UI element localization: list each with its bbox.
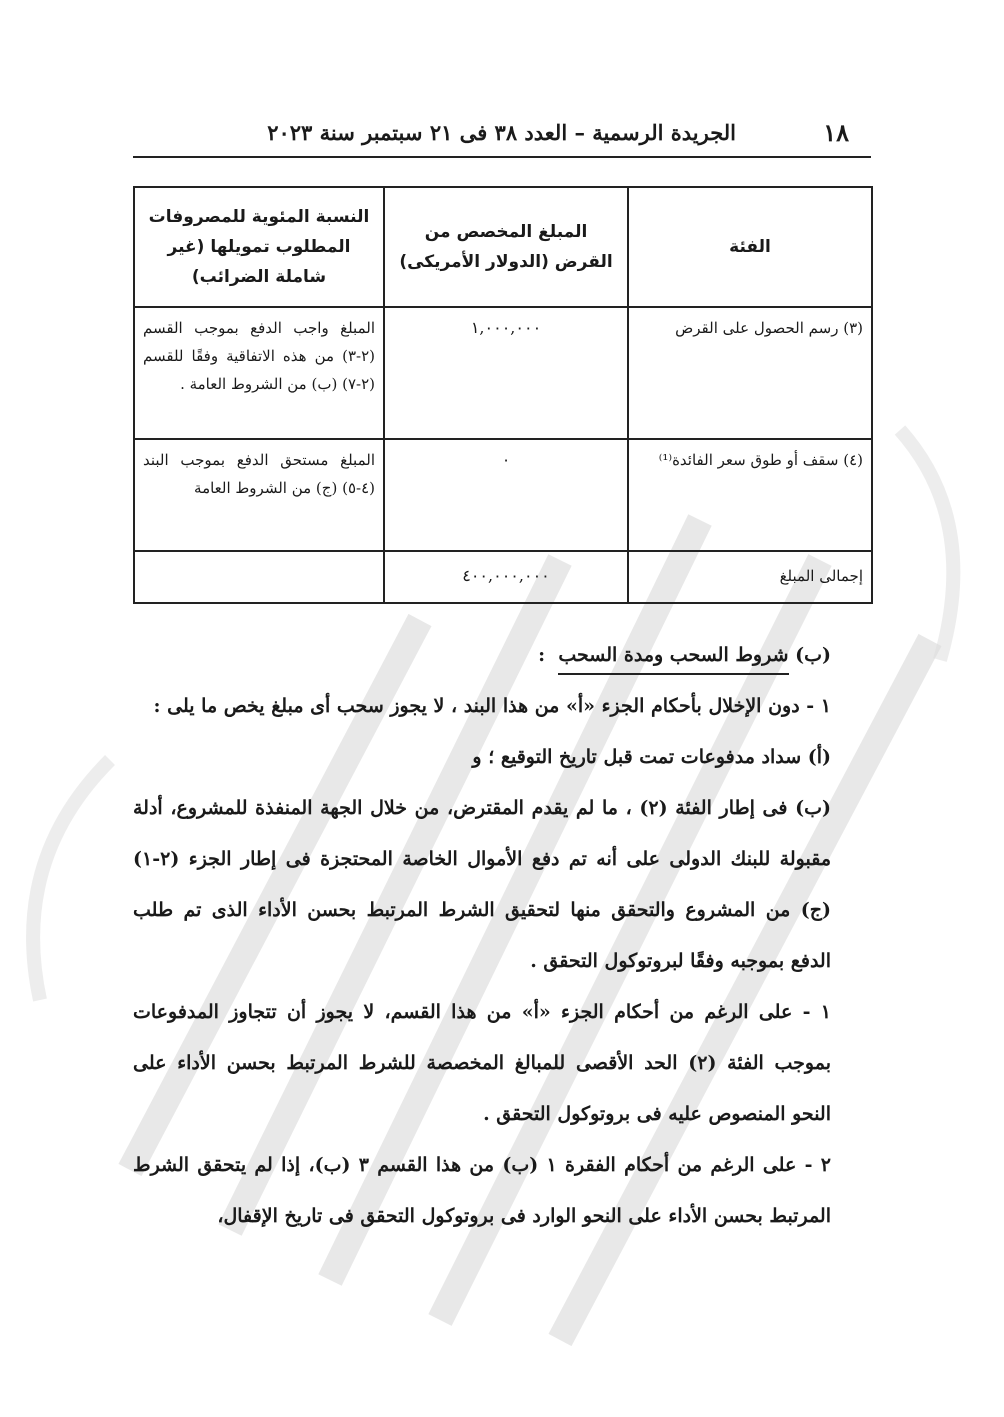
section-label: (ب) [795,644,831,666]
table-total-row [134,551,872,603]
row-amount: ٠ [384,439,628,551]
gazette-title: الجريدة الرسمية – العدد ٣٨ فى ٢١ سبتمبر سنة ٢٠٢٣ [267,120,736,145]
row-percentage: المبلغ واجب الدفع بموجب القسم (٢-٣) من هذه الاتفاقية وفقًا للقسم (٢-٧) (ب) من الشروط العامة . [134,307,384,439]
row-category: (٣) رسم الحصول على القرض [628,307,872,439]
header-percentage: النسبة المئوية للمصروفات المطلوب تمويلها (غير شاملة الضرائب) [134,187,384,307]
table-row [134,439,872,551]
header-category: الفئة [628,187,872,307]
table-header-row [134,187,872,307]
row-amount: ١,٠٠٠,٠٠٠ [384,307,628,439]
row-percentage: المبلغ مستحق الدفع بموجب البند (٤-٥) (ج) من الشروط العامة [134,439,384,551]
header-amount: المبلغ المخصص من القرض (الدولار الأمريكى) [384,187,628,307]
allocation-table [133,186,873,604]
table-row [134,307,872,439]
paragraph: ١ - على الرغم من أحكام الجزء «أ» من هذا القسم، لا يجوز أن تتجاوز المدفوعات بموجب الفئة (٢) الحد الأقصى للمبالغ المخصصة للشرط المرتبط بحسن الأداء على النحو المنصوص عليه فى بروتوكول التحقق . [133,1001,831,1125]
row-category: (٤) سقف أو طوق سعر الفائدة⁽¹⁾ [628,439,872,551]
paragraph: ١ - دون الإخلال بأحكام الجزء «أ» من هذا البند ، لا يجوز سحب أى مبلغ يخص ما يلى : [153,695,831,717]
total-label: إجمالى المبلغ [628,551,872,603]
paragraph: (ب) فى إطار الفئة (٢) ، ما لم يقدم المقترض، من خلال الجهة المنفذة للمشروع، أدلة مقبولة للبنك الدولى على أنه تم دفع الأموال الخاصة المحتجزة فى إطار الجزء (٢-١) (ج) من المشروع والتحقق منها لتحقيق الشرط المرتبط بحسن الأداء الذى تم طلب الدفع بموجبه وفقًا لبروتوكول التحقق . [133,797,832,972]
section-heading-line [133,630,871,681]
page-header [133,112,871,158]
paragraph: ٢ - على الرغم من أحكام الفقرة ١ (ب) من هذا القسم ٣ (ب)، إذا لم يتحقق الشرط المرتبط بحسن الأداء على النحو الوارد فى بروتوكول التحقق فى تاريخ الإقفال، [133,1154,831,1227]
body-text [133,630,871,1242]
section-heading: شروط السحب ومدة السحب [558,637,788,675]
total-amount: ٤٠٠,٠٠٠,٠٠٠ [384,551,628,603]
page-number: ١٨ [823,118,849,147]
total-percentage [134,551,384,603]
paragraph: (أ) سداد مدفوعات تمت قبل تاريخ التوقيع ؛ و [472,746,831,768]
section-heading-colon: : [538,644,546,666]
